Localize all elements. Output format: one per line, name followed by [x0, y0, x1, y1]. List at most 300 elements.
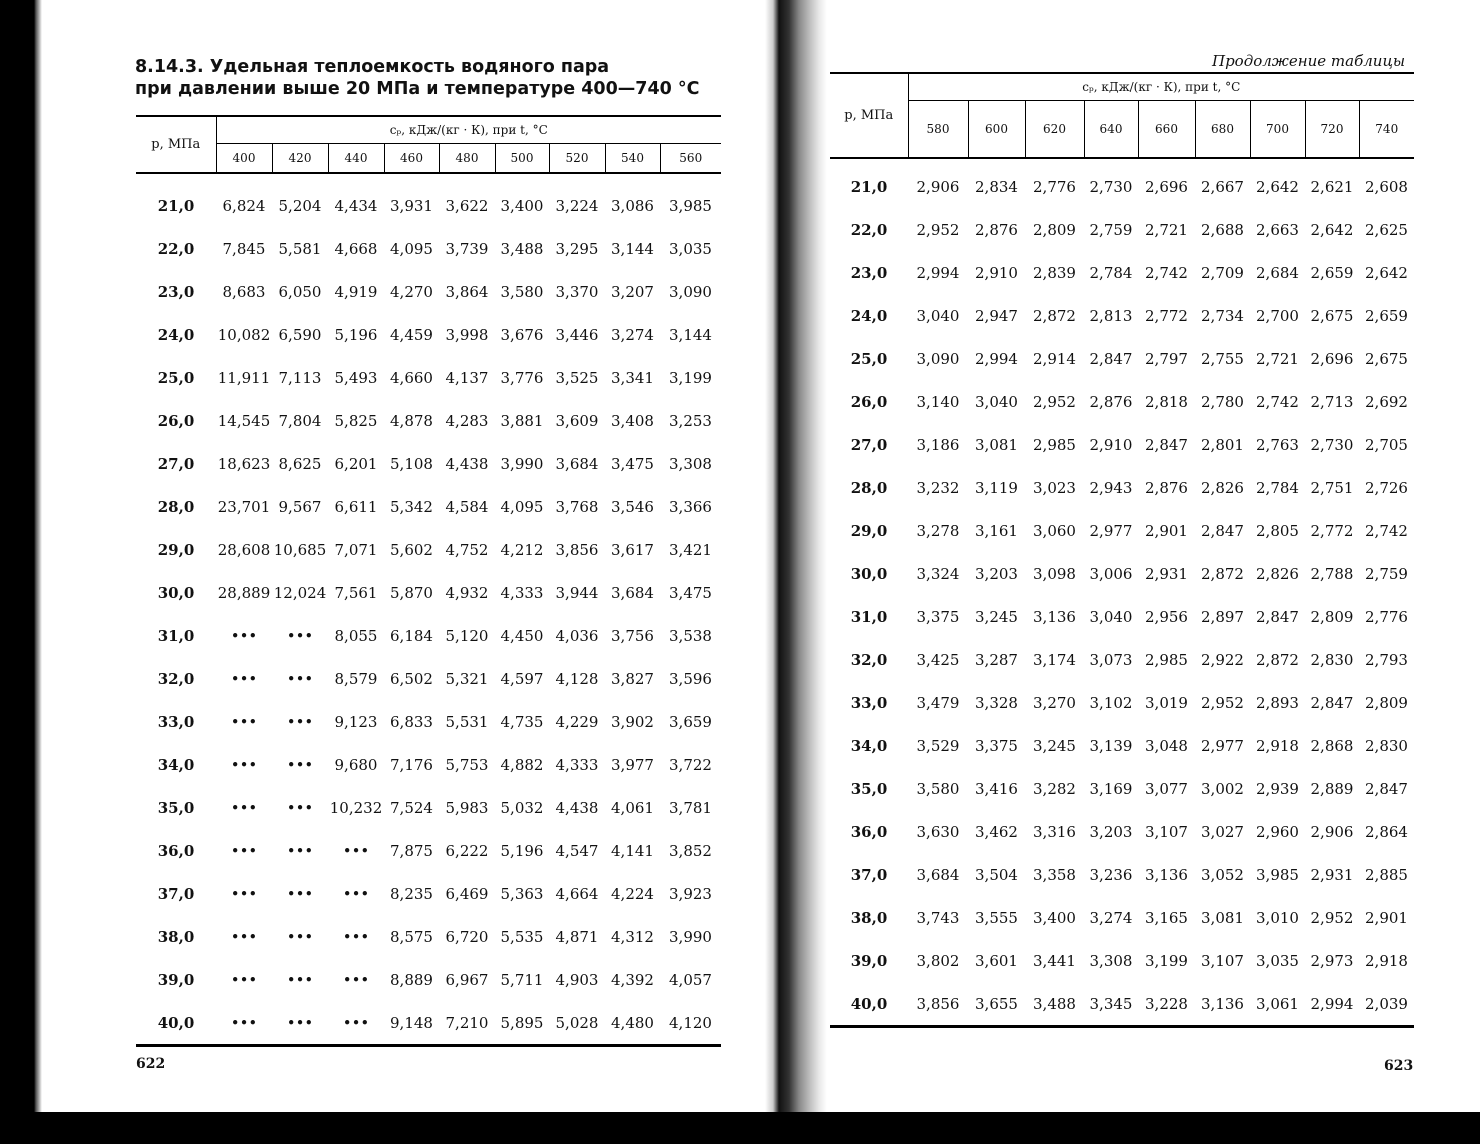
temperature-header: 520 — [549, 144, 605, 174]
value-cell: 3,224 — [555, 196, 599, 215]
value-cell: 4,036 — [555, 626, 599, 645]
value-cell: 3,107 — [1201, 951, 1244, 970]
value-cell: 3,161 — [975, 521, 1018, 540]
value-cell: 2,994 — [916, 263, 960, 282]
temperature-header: 460 — [384, 144, 439, 174]
value-cell: 2,994 — [1310, 994, 1354, 1013]
pressure-cell: 27,0 — [850, 435, 888, 454]
pressure-cell: 29,0 — [157, 540, 195, 559]
value-cell: 3,601 — [975, 951, 1018, 970]
value-cell: 3,098 — [1033, 564, 1076, 583]
value-cell: 2,772 — [1145, 306, 1188, 325]
table-row — [136, 958, 721, 1001]
value-cell: 28,889 — [217, 583, 271, 602]
value-cell: 5,108 — [390, 454, 433, 473]
value-cell: 3,684 — [611, 583, 654, 602]
value-cell: 2,721 — [1145, 220, 1188, 239]
value-cell: 3,408 — [611, 411, 654, 430]
pressure-column-header: p, МПа — [830, 73, 908, 158]
pressure-cell: 40,0 — [850, 994, 888, 1013]
pressure-cell: 31,0 — [157, 626, 195, 645]
value-cell: 4,932 — [445, 583, 489, 602]
table-row — [136, 270, 721, 313]
value-cell: 5,581 — [278, 239, 322, 258]
table-row — [830, 423, 1414, 466]
pressure-cell: 21,0 — [157, 196, 195, 215]
value-cell: 6,720 — [445, 927, 489, 946]
value-cell: 2,759 — [1089, 220, 1133, 239]
value-cell: 2,642 — [1365, 263, 1408, 282]
table-row — [830, 380, 1414, 423]
value-cell: 4,333 — [555, 755, 599, 774]
pressure-cell: 36,0 — [850, 822, 888, 841]
value-cell: 2,763 — [1256, 435, 1299, 454]
value-cell: 4,392 — [611, 970, 654, 989]
value-cell: 3,366 — [669, 497, 712, 516]
value-cell: 3,002 — [1201, 779, 1244, 798]
pressure-cell: 38,0 — [157, 927, 195, 946]
value-cell: 5,895 — [500, 1013, 544, 1032]
value-cell: 7,113 — [278, 368, 322, 387]
value-cell: 2,872 — [1033, 306, 1076, 325]
value-cell: 2,809 — [1310, 607, 1354, 626]
pressure-cell: 33,0 — [157, 712, 195, 731]
temperature-header: 720 — [1305, 101, 1359, 159]
value-cell: 3,081 — [975, 435, 1018, 454]
table-row — [830, 767, 1414, 810]
value-cell: 3,902 — [611, 712, 654, 731]
heat-capacity-header: cₚ, кДж/(кг · К), при t, °С — [908, 73, 1414, 101]
value-cell: 4,871 — [555, 927, 599, 946]
value-cell: 2,667 — [1201, 177, 1244, 196]
page-number-left: 622 — [136, 1056, 166, 1072]
value-cell: 9,123 — [334, 712, 378, 731]
value-cell: 3,328 — [975, 693, 1018, 712]
value-cell: 4,141 — [611, 841, 654, 860]
value-cell: 2,692 — [1365, 392, 1408, 411]
pressure-cell: 31,0 — [850, 607, 888, 626]
table-title — [135, 56, 700, 100]
value-cell: 3,416 — [975, 779, 1018, 798]
value-cell: 3,090 — [669, 282, 712, 301]
value-cell: 2,755 — [1201, 349, 1244, 368]
value-cell: ••• — [286, 841, 314, 860]
value-cell: 4,434 — [334, 196, 378, 215]
table-row — [136, 743, 721, 786]
value-cell: 2,847 — [1089, 349, 1133, 368]
value-cell: 2,734 — [1201, 306, 1244, 325]
value-cell: 7,875 — [390, 841, 433, 860]
value-cell: 2,830 — [1365, 736, 1408, 755]
table-row — [136, 485, 721, 528]
pressure-cell: 29,0 — [850, 521, 888, 540]
value-cell: 2,826 — [1256, 564, 1299, 583]
value-cell: 3,479 — [916, 693, 960, 712]
value-cell: 3,245 — [975, 607, 1018, 626]
value-cell: 3,169 — [1089, 779, 1133, 798]
table-row — [136, 1001, 721, 1046]
value-cell: ••• — [230, 626, 258, 645]
value-cell: 3,144 — [611, 239, 654, 258]
value-cell: 2,730 — [1310, 435, 1354, 454]
value-cell: 28,608 — [217, 540, 271, 559]
table-row — [830, 638, 1414, 681]
value-cell: 3,019 — [1145, 693, 1188, 712]
table-row — [136, 173, 721, 227]
value-cell: 4,878 — [390, 411, 433, 430]
value-cell: 2,642 — [1310, 220, 1354, 239]
value-cell: 8,579 — [334, 669, 378, 688]
value-cell: 5,535 — [500, 927, 544, 946]
value-cell: 3,140 — [916, 392, 960, 411]
value-cell: 9,680 — [334, 755, 378, 774]
temperature-header: 560 — [660, 144, 721, 174]
temperature-header: 400 — [216, 144, 272, 174]
table-row — [136, 872, 721, 915]
value-cell: 3,856 — [555, 540, 599, 559]
table-row — [136, 786, 721, 829]
temperature-header: 700 — [1250, 101, 1305, 159]
continuation-label: Продолжение таблицы — [1212, 52, 1406, 70]
value-cell: 2,952 — [916, 220, 960, 239]
value-cell: 3,622 — [445, 196, 489, 215]
value-cell: 5,870 — [390, 583, 433, 602]
value-cell: 2,696 — [1145, 177, 1188, 196]
value-cell: 3,107 — [1145, 822, 1188, 841]
pressure-cell: 32,0 — [850, 650, 888, 669]
value-cell: 2,956 — [1145, 607, 1188, 626]
value-cell: 2,847 — [1145, 435, 1188, 454]
value-cell: 2,788 — [1310, 564, 1354, 583]
value-cell: 3,998 — [445, 325, 489, 344]
pressure-cell: 23,0 — [850, 263, 888, 282]
value-cell: 2,742 — [1365, 521, 1408, 540]
value-cell: 2,839 — [1033, 263, 1076, 282]
table-row — [136, 571, 721, 614]
value-cell: 4,333 — [500, 583, 544, 602]
heat-capacity-table-left — [136, 115, 721, 1047]
value-cell: 3,010 — [1256, 908, 1299, 927]
temperature-header: 640 — [1084, 101, 1138, 159]
value-cell: 4,547 — [555, 841, 599, 860]
value-cell: 3,425 — [916, 650, 960, 669]
value-cell: 3,077 — [1145, 779, 1188, 798]
table-row — [830, 466, 1414, 509]
value-cell: 3,990 — [500, 454, 544, 473]
value-cell: 2,864 — [1365, 822, 1408, 841]
value-cell: 3,308 — [669, 454, 712, 473]
value-cell: 2,931 — [1310, 865, 1354, 884]
value-cell: 3,802 — [916, 951, 960, 970]
value-cell: 2,952 — [1201, 693, 1244, 712]
pressure-column-header: p, МПа — [136, 116, 216, 173]
pressure-cell: 34,0 — [850, 736, 888, 755]
value-cell: 3,375 — [916, 607, 960, 626]
value-cell: 3,060 — [1033, 521, 1076, 540]
value-cell: 2,713 — [1310, 392, 1354, 411]
value-cell: 4,735 — [500, 712, 544, 731]
value-cell: ••• — [286, 669, 314, 688]
value-cell: 2,797 — [1145, 349, 1188, 368]
value-cell: 2,977 — [1089, 521, 1133, 540]
value-cell: 3,538 — [669, 626, 712, 645]
value-cell: 3,081 — [1201, 908, 1244, 927]
value-cell: 4,438 — [555, 798, 599, 817]
value-cell: 3,139 — [1089, 736, 1133, 755]
value-cell: 3,525 — [555, 368, 599, 387]
table-row — [830, 208, 1414, 251]
value-cell: 5,204 — [278, 196, 322, 215]
value-cell: 4,438 — [445, 454, 489, 473]
heat-capacity-table-right — [830, 72, 1414, 1028]
value-cell: 3,253 — [669, 411, 712, 430]
value-cell: 6,824 — [222, 196, 266, 215]
temperature-header: 580 — [908, 101, 968, 159]
value-cell: 10,082 — [217, 325, 271, 344]
value-cell: 5,321 — [445, 669, 489, 688]
value-cell: 4,312 — [611, 927, 654, 946]
value-cell: 5,120 — [445, 626, 489, 645]
value-cell: 3,990 — [669, 927, 712, 946]
value-cell: 3,278 — [916, 521, 960, 540]
table-row — [830, 337, 1414, 380]
value-cell: 3,040 — [916, 306, 960, 325]
value-cell: 2,730 — [1089, 177, 1133, 196]
value-cell: 2,700 — [1256, 306, 1299, 325]
pressure-cell: 38,0 — [850, 908, 888, 927]
value-cell: ••• — [230, 712, 258, 731]
value-cell: 2,918 — [1256, 736, 1299, 755]
value-cell: 5,196 — [334, 325, 378, 344]
pressure-cell: 39,0 — [157, 970, 195, 989]
pressure-cell: 25,0 — [850, 349, 888, 368]
value-cell: 3,370 — [555, 282, 599, 301]
value-cell: 4,597 — [500, 669, 544, 688]
value-cell: 4,120 — [669, 1013, 712, 1032]
value-cell: 3,282 — [1033, 779, 1076, 798]
value-cell: 3,421 — [669, 540, 712, 559]
table-row — [830, 810, 1414, 853]
value-cell: 3,165 — [1145, 908, 1188, 927]
value-cell: 3,684 — [555, 454, 599, 473]
value-cell: 2,931 — [1145, 564, 1188, 583]
value-cell: ••• — [286, 626, 314, 645]
value-cell: 4,584 — [445, 497, 489, 516]
value-cell: 5,493 — [334, 368, 378, 387]
value-cell: 3,580 — [916, 779, 960, 798]
pressure-cell: 39,0 — [850, 951, 888, 970]
pressure-cell: 30,0 — [157, 583, 195, 602]
value-cell: 3,944 — [555, 583, 599, 602]
value-cell: 2,960 — [1256, 822, 1299, 841]
temperature-header: 660 — [1138, 101, 1195, 159]
value-cell: 8,575 — [390, 927, 433, 946]
temperature-header: 440 — [328, 144, 384, 174]
value-cell: 2,939 — [1256, 779, 1299, 798]
value-cell: 2,826 — [1201, 478, 1244, 497]
value-cell: 3,136 — [1201, 994, 1244, 1013]
value-cell: 23,701 — [217, 497, 271, 516]
value-cell: 2,751 — [1310, 478, 1354, 497]
temperature-header: 600 — [968, 101, 1025, 159]
value-cell: 2,868 — [1310, 736, 1354, 755]
value-cell: 7,524 — [390, 798, 433, 817]
value-cell: 3,274 — [1089, 908, 1133, 927]
value-cell: 3,035 — [1256, 951, 1299, 970]
value-cell: 2,893 — [1256, 693, 1299, 712]
pressure-cell: 36,0 — [157, 841, 195, 860]
value-cell: 2,809 — [1033, 220, 1076, 239]
table-row — [136, 915, 721, 958]
value-cell: 3,199 — [669, 368, 712, 387]
value-cell: 4,668 — [334, 239, 378, 258]
value-cell: 4,752 — [445, 540, 489, 559]
value-cell: 3,203 — [1089, 822, 1133, 841]
value-cell: 2,809 — [1365, 693, 1408, 712]
table-row — [830, 939, 1414, 982]
pressure-cell: 33,0 — [850, 693, 888, 712]
value-cell: 3,345 — [1089, 994, 1133, 1013]
value-cell: 2,977 — [1201, 736, 1244, 755]
value-cell: 3,236 — [1089, 865, 1133, 884]
pressure-cell: 22,0 — [850, 220, 888, 239]
value-cell: ••• — [286, 884, 314, 903]
value-cell: 8,625 — [278, 454, 322, 473]
table-row — [830, 982, 1414, 1027]
value-cell: 3,617 — [611, 540, 654, 559]
table-row — [136, 614, 721, 657]
value-cell: 3,119 — [975, 478, 1018, 497]
value-cell: 2,696 — [1310, 349, 1354, 368]
value-cell: 4,128 — [555, 669, 599, 688]
value-cell: 6,222 — [445, 841, 489, 860]
pressure-cell: 34,0 — [157, 755, 195, 774]
value-cell: 3,358 — [1033, 865, 1076, 884]
value-cell: 2,985 — [1033, 435, 1076, 454]
value-cell: 14,545 — [217, 411, 271, 430]
value-cell: 7,845 — [222, 239, 266, 258]
value-cell: 2,906 — [1310, 822, 1354, 841]
pressure-cell: 24,0 — [850, 306, 888, 325]
value-cell: 3,609 — [555, 411, 599, 430]
value-cell: 3,776 — [500, 368, 544, 387]
value-cell: 2,784 — [1089, 263, 1133, 282]
value-cell: 2,721 — [1256, 349, 1299, 368]
value-cell: 3,341 — [611, 368, 654, 387]
value-cell: 6,050 — [278, 282, 322, 301]
pressure-cell: 25,0 — [157, 368, 195, 387]
pressure-cell: 30,0 — [850, 564, 888, 583]
book-spine-shadow — [765, 0, 827, 1144]
table-title-line-1: 8.14.3. Удельная теплоемкость водяного пара — [135, 57, 610, 77]
value-cell: 2,876 — [1145, 478, 1188, 497]
value-cell: ••• — [230, 798, 258, 817]
value-cell: 4,919 — [334, 282, 378, 301]
value-cell: 3,659 — [669, 712, 712, 731]
value-cell: 2,847 — [1310, 693, 1354, 712]
value-cell: 3,596 — [669, 669, 712, 688]
value-cell: 3,174 — [1033, 650, 1076, 669]
value-cell: 3,073 — [1089, 650, 1133, 669]
pressure-cell: 23,0 — [157, 282, 195, 301]
value-cell: 5,711 — [500, 970, 544, 989]
value-cell: 5,028 — [555, 1013, 599, 1032]
value-cell: 3,207 — [611, 282, 654, 301]
value-cell: 3,441 — [1033, 951, 1076, 970]
pressure-cell: 28,0 — [850, 478, 888, 497]
value-cell: ••• — [286, 970, 314, 989]
value-cell: 2,776 — [1033, 177, 1076, 196]
value-cell: 3,228 — [1145, 994, 1188, 1013]
value-cell: 3,136 — [1145, 865, 1188, 884]
temperature-header: 620 — [1025, 101, 1084, 159]
value-cell: 3,446 — [555, 325, 599, 344]
table-row — [136, 356, 721, 399]
value-cell: 2,973 — [1310, 951, 1354, 970]
pressure-cell: 35,0 — [157, 798, 195, 817]
table-row — [136, 700, 721, 743]
value-cell: 2,663 — [1256, 220, 1299, 239]
value-cell: 3,739 — [445, 239, 489, 258]
value-cell: ••• — [286, 712, 314, 731]
value-cell: 3,504 — [975, 865, 1018, 884]
value-cell: 2,872 — [1201, 564, 1244, 583]
value-cell: 2,906 — [916, 177, 960, 196]
value-cell: 2,901 — [1145, 521, 1188, 540]
value-cell: 3,475 — [611, 454, 654, 473]
value-cell: 3,316 — [1033, 822, 1076, 841]
table-row — [830, 853, 1414, 896]
value-cell: 2,642 — [1256, 177, 1299, 196]
value-cell: 8,889 — [390, 970, 433, 989]
value-cell: 3,856 — [916, 994, 960, 1013]
value-cell: 2,918 — [1365, 951, 1408, 970]
value-cell: 2,709 — [1201, 263, 1244, 282]
value-cell: 2,659 — [1365, 306, 1408, 325]
value-cell: ••• — [230, 970, 258, 989]
table-title-line-2: при давлении выше 20 МПа и температуре 400—740 °С — [135, 79, 700, 99]
table-row — [830, 724, 1414, 767]
value-cell: 3,274 — [611, 325, 654, 344]
pressure-cell: 32,0 — [157, 669, 195, 688]
value-cell: 3,462 — [975, 822, 1018, 841]
scan-left-border — [0, 0, 42, 1144]
table-row — [136, 227, 721, 270]
value-cell: 7,071 — [334, 540, 378, 559]
value-cell: 8,235 — [390, 884, 433, 903]
value-cell: 3,546 — [611, 497, 654, 516]
value-cell: 11,911 — [217, 368, 271, 387]
table-row — [136, 829, 721, 872]
value-cell: 3,144 — [669, 325, 712, 344]
value-cell: 2,876 — [975, 220, 1018, 239]
value-cell: 3,102 — [1089, 693, 1133, 712]
value-cell: 3,086 — [611, 196, 654, 215]
value-cell: 3,027 — [1201, 822, 1244, 841]
temperature-header: 540 — [605, 144, 660, 174]
value-cell: 3,931 — [390, 196, 433, 215]
temperature-header: 420 — [272, 144, 328, 174]
value-cell: 3,923 — [669, 884, 712, 903]
value-cell: 3,023 — [1033, 478, 1076, 497]
value-cell: 4,229 — [555, 712, 599, 731]
value-cell: 2,818 — [1145, 392, 1188, 411]
value-cell: ••• — [286, 755, 314, 774]
value-cell: 2,776 — [1365, 607, 1408, 626]
value-cell: 8,055 — [334, 626, 378, 645]
value-cell: ••• — [230, 755, 258, 774]
value-cell: ••• — [342, 1013, 370, 1032]
